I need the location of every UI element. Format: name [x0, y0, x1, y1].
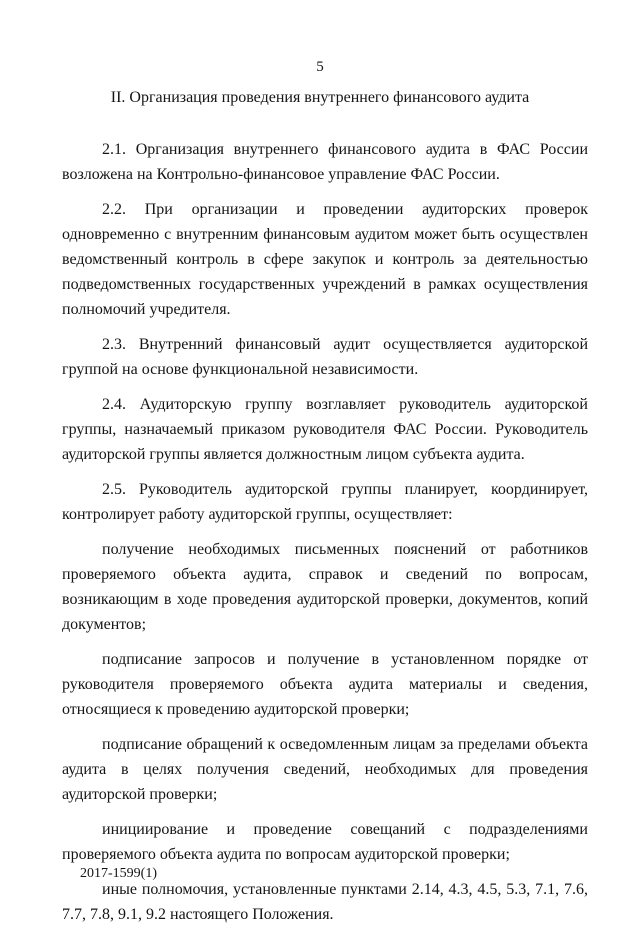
paragraph-2-5: 2.5. Руководитель аудиторской группы планирует, координирует, контролирует работу аудиторской группы, осуществляет: — [62, 481, 588, 523]
section-heading: II. Организация проведения внутреннего финансового аудита — [110, 89, 530, 106]
footer-code: 2017-1599(1) — [80, 866, 157, 881]
list-item-other-powers: иные полномочия, установленные пунктами 2.14, 4.3, 4.5, 5.3, 7.1, 7.6, 7.7, 7.8, 9.1, 9.2 настоящего Положения. — [62, 881, 588, 923]
paragraph-2-4: 2.4. Аудиторскую группу возглавляет руководитель аудиторской группы, назначаемый приказом руководителя ФАС России. Руководитель аудиторской группы является должностным лицом субъекта аудита. — [62, 396, 588, 463]
paragraph-2-3: 2.3. Внутренний финансовый аудит осуществляется аудиторской группой на основе функциональной независимости. — [62, 336, 588, 378]
list-item-explanations: получение необходимых письменных пояснений от работников проверяемого объекта аудита, справок и сведений по вопросам, возникающим в ходе проведения аудиторской проверки, документов, копий документов; — [62, 541, 588, 633]
paragraph-2-1: 2.1. Организация внутреннего финансового аудита в ФАС России возложена на Контрольно-финансовое управление ФАС России. — [62, 141, 588, 183]
document-body — [62, 137, 588, 937]
list-item-appeals: подписание обращений к осведомленным лицам за пределами объекта аудита в целях получения сведений, необходимых для проведения аудиторской проверки; — [62, 736, 588, 803]
paragraph-2-2: 2.2. При организации и проведении аудиторских проверок одновременно с внутренним финансовым аудитом может быть осуществлен ведомственный контроль в сфере закупок и контроль за деятельностью подведомственных государственных учреждений в рамках осуществления полномочий учредителя. — [62, 201, 588, 318]
list-item-meetings: инициирование и проведение совещаний с подразделениями проверяемого объекта аудита по вопросам аудиторской проверки; — [62, 821, 588, 863]
list-item-requests: подписание запросов и получение в установленном порядке от руководителя проверяемого объекта аудита материалы и сведения, относящиеся к проведению аудиторской проверки; — [62, 651, 588, 718]
page-number: 5 — [316, 59, 324, 75]
